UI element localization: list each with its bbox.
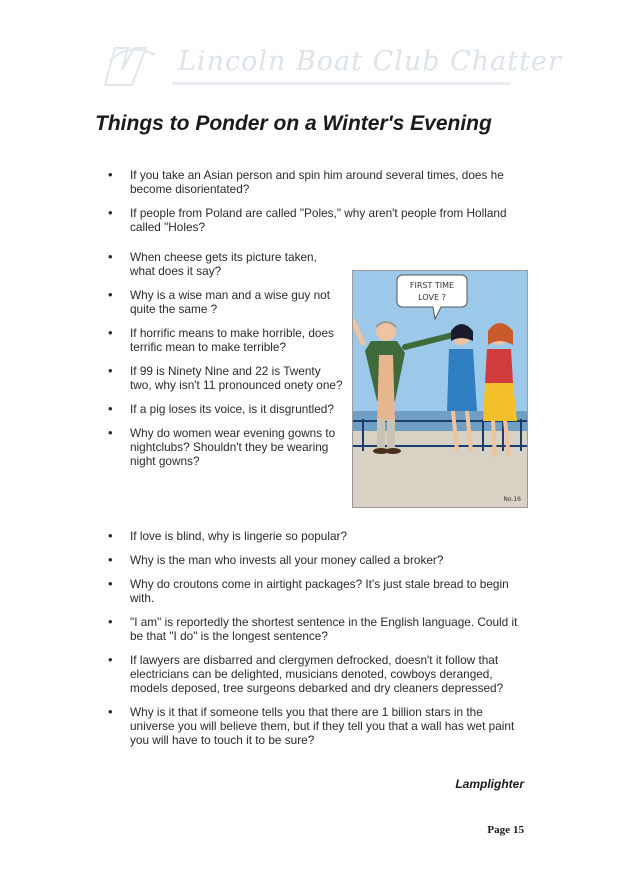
list-item: • If love is blind, why is lingerie so popular? bbox=[108, 529, 528, 543]
list-item: • If people from Poland are called "Poles," why aren't people from Holland called "Holes? bbox=[108, 206, 528, 234]
list-item: • "I am" is reportedly the shortest sentence in the English language. Could it be that "I do" is the longest sentence? bbox=[108, 615, 528, 643]
page-label: Page bbox=[487, 824, 510, 836]
author-signature: Lamplighter bbox=[455, 777, 524, 791]
page-number-value: 15 bbox=[513, 824, 524, 836]
list-item: • Why is it that if someone tells you that there are 1 billion stars in the universe you will believe them, but if they tell you that a wall has wet paint you will have to touch it to be sure? bbox=[108, 705, 528, 747]
header-divider bbox=[172, 82, 510, 85]
cartoon-number: No.16 bbox=[503, 496, 521, 503]
questions-list-mid bbox=[108, 250, 343, 478]
cartoon-speech-line1: FIRST TIME bbox=[409, 281, 455, 290]
list-item: • When cheese gets its picture taken, what does it say? bbox=[108, 250, 343, 278]
list-item: • If 99 is Ninety Nine and 22 is Twenty two, why isn't 11 pronounced onety one? bbox=[108, 364, 343, 392]
list-item: • Why is a wise man and a wise guy not quite the same ? bbox=[108, 288, 343, 316]
questions-list-bottom bbox=[108, 529, 528, 757]
list-item: • If horrific means to make horrible, does terrific mean to make terrible? bbox=[108, 326, 343, 354]
newsletter-title: Lincoln Boat Club Chatter bbox=[178, 46, 562, 77]
list-item: • Why is the man who invests all your money called a broker? bbox=[108, 553, 528, 567]
list-item: • If lawyers are disbarred and clergymen defrocked, doesn't it follow that electricians can be delighted, musicians denoted, cowboys deranged, models deposed, tree surgeons debarked and dry cleaners depressed? bbox=[108, 653, 528, 695]
list-item: • If you take an Asian person and spin him around several times, does he become disorientated? bbox=[108, 168, 528, 196]
page-number bbox=[487, 824, 524, 836]
list-item: • If a pig loses its voice, is it disgruntled? bbox=[108, 402, 343, 416]
cartoon-illustration bbox=[352, 270, 528, 508]
questions-list-top bbox=[108, 168, 528, 244]
header-logo bbox=[100, 40, 160, 90]
article-title: Things to Ponder on a Winter's Evening bbox=[95, 112, 492, 135]
list-item: • Why do croutons come in airtight packages? It's just stale bread to begin with. bbox=[108, 577, 528, 605]
cartoon-speech-line2: LOVE ? bbox=[418, 293, 446, 302]
list-item: • Why do women wear evening gowns to nightclubs? Shouldn't they be wearing night gowns? bbox=[108, 426, 343, 468]
